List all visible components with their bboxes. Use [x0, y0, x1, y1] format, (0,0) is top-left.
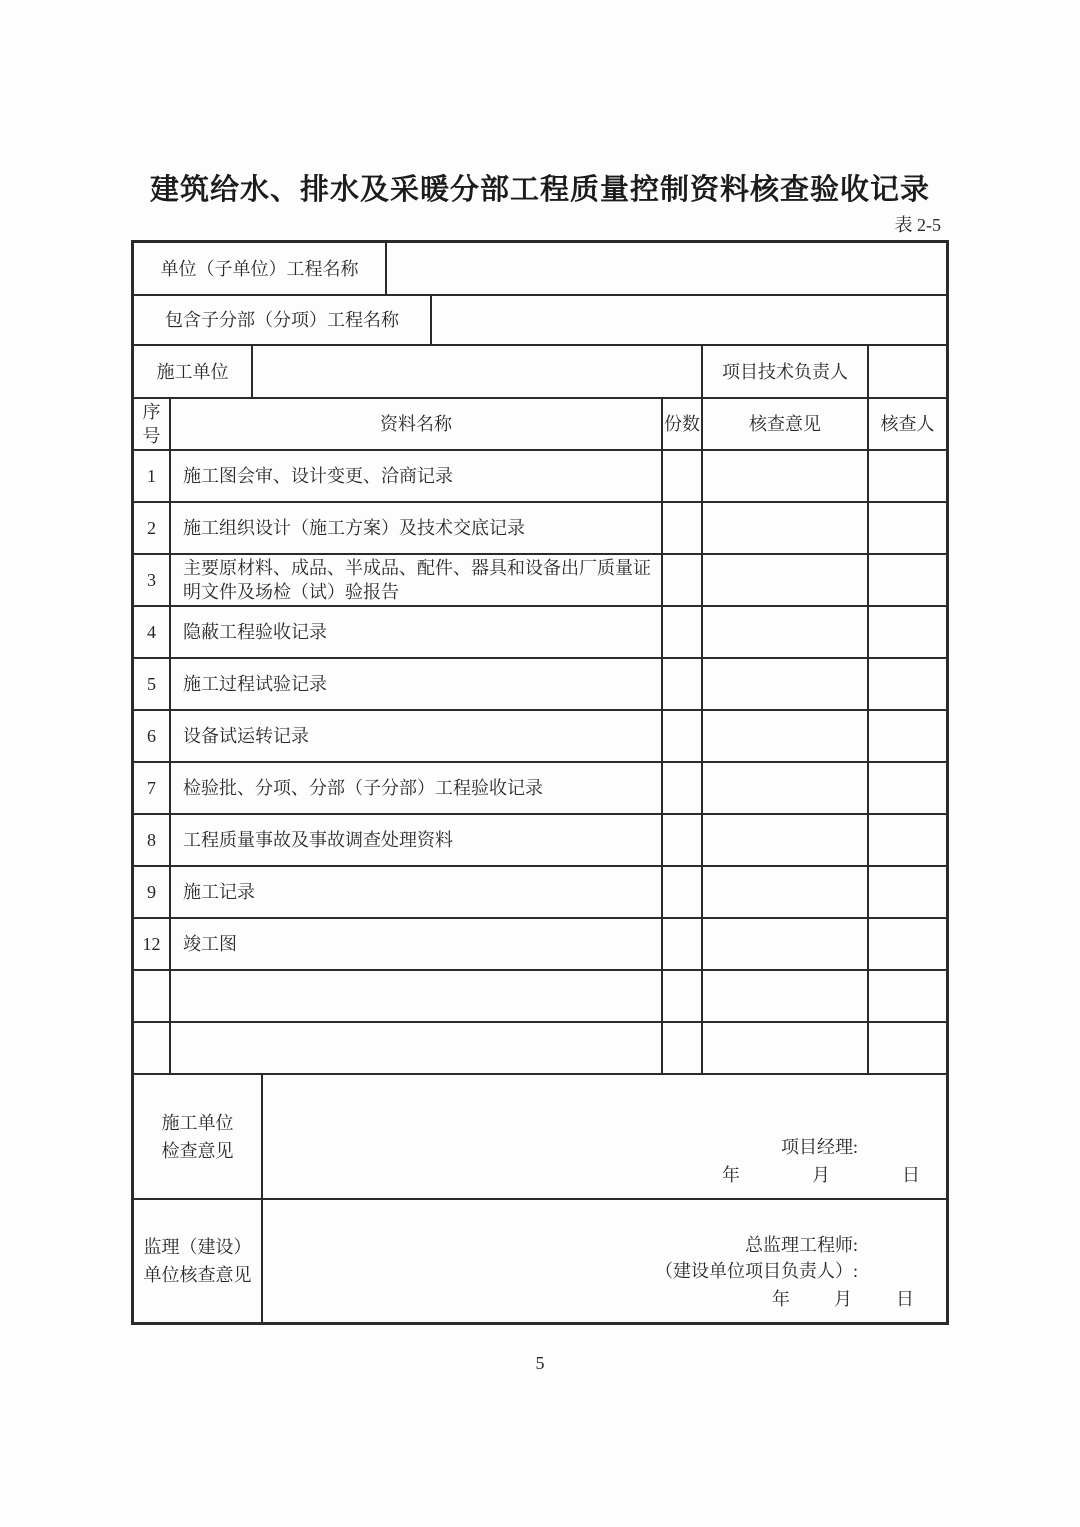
date-day-label: 日: [896, 1289, 914, 1309]
header-copies: 份数: [663, 399, 703, 449]
row-name: 施工记录: [171, 867, 663, 917]
row-name: 隐蔽工程验收记录: [171, 607, 663, 657]
unit-project-value-field[interactable]: [387, 243, 946, 294]
form-table: [131, 240, 949, 1325]
row-name: [171, 1023, 663, 1073]
page-title: 建筑给水、排水及采暖分部工程质量控制资料核查验收记录: [149, 174, 930, 206]
row-construction-unit: [134, 346, 946, 399]
copies-cell[interactable]: [663, 815, 703, 865]
checker-cell[interactable]: [869, 971, 946, 1021]
checker-cell[interactable]: [869, 867, 946, 917]
checker-cell[interactable]: [869, 1023, 946, 1073]
row-no: 3: [134, 555, 171, 605]
construction-unit-label: 施工单位: [134, 346, 253, 397]
row-no: [134, 1023, 171, 1073]
opinion-cell[interactable]: [703, 763, 869, 813]
sub-project-label: 包含子分部（分项）工程名称: [134, 296, 432, 344]
opinion-cell[interactable]: [703, 555, 869, 605]
section-construction-check: [134, 1075, 946, 1200]
table-number-label: 表 2-5: [894, 215, 941, 235]
row-unit-project: [134, 243, 946, 296]
opinion-cell[interactable]: [703, 659, 869, 709]
chief-supervisor-signer-label: 总监理工程师:: [744, 1235, 858, 1255]
table-row-empty: [134, 1023, 946, 1075]
opinion-cell[interactable]: [703, 1023, 869, 1073]
copies-cell[interactable]: [663, 659, 703, 709]
unit-project-label: 单位（子单位）工程名称: [134, 243, 387, 294]
table-row: [134, 711, 946, 763]
construction-date-line: [722, 1162, 920, 1188]
row-name: 施工图会审、设计变更、洽商记录: [171, 451, 663, 501]
row-name: 主要原材料、成品、半成品、配件、器具和设备出厂质量证明文件及场检（试）验报告: [171, 555, 663, 605]
copies-cell[interactable]: [663, 919, 703, 969]
checker-cell[interactable]: [869, 919, 946, 969]
supervision-check-signature-area[interactable]: [263, 1200, 946, 1322]
checker-cell[interactable]: [869, 815, 946, 865]
checker-cell[interactable]: [869, 555, 946, 605]
row-name: 工程质量事故及事故调查处理资料: [171, 815, 663, 865]
row-name: 施工组织设计（施工方案）及技术交底记录: [171, 503, 663, 553]
row-sub-project: [134, 296, 946, 346]
opinion-cell[interactable]: [703, 451, 869, 501]
opinion-cell[interactable]: [703, 815, 869, 865]
header-no: 序号: [134, 399, 171, 449]
supervision-check-label-line1: 监理（建设）: [143, 1237, 252, 1257]
table-row: [134, 503, 946, 555]
copies-cell[interactable]: [663, 451, 703, 501]
construction-check-label-line2: 检查意见: [161, 1140, 234, 1161]
section-supervision-check: [134, 1200, 946, 1322]
table-row: [134, 659, 946, 711]
copies-cell[interactable]: [663, 867, 703, 917]
row-no: 7: [134, 763, 171, 813]
row-name: 施工过程试验记录: [171, 659, 663, 709]
date-year-label: 年: [772, 1289, 790, 1309]
owner-project-leader-signer-label: （建设单位项目负责人）:: [655, 1261, 858, 1281]
copies-cell[interactable]: [663, 711, 703, 761]
supervision-check-label-line2: 单位核查意见: [143, 1265, 252, 1285]
tech-leader-value-field[interactable]: [869, 346, 946, 397]
checker-cell[interactable]: [869, 763, 946, 813]
supervision-check-label: [134, 1200, 263, 1322]
copies-cell[interactable]: [663, 503, 703, 553]
row-name: 检验批、分项、分部（子分部）工程验收记录: [171, 763, 663, 813]
table-row: [134, 867, 946, 919]
row-no: 1: [134, 451, 171, 501]
row-no: 4: [134, 607, 171, 657]
row-no: 8: [134, 815, 171, 865]
header-opinion: 核查意见: [703, 399, 869, 449]
sub-project-value-field[interactable]: [432, 296, 946, 344]
row-name: [171, 971, 663, 1021]
copies-cell[interactable]: [663, 971, 703, 1021]
construction-check-label: [134, 1075, 263, 1198]
copies-cell[interactable]: [663, 607, 703, 657]
checker-cell[interactable]: [869, 711, 946, 761]
opinion-cell[interactable]: [703, 971, 869, 1021]
date-year-label: 年: [722, 1165, 740, 1185]
date-day-label: 日: [902, 1165, 920, 1185]
row-no: [134, 971, 171, 1021]
copies-cell[interactable]: [663, 1023, 703, 1073]
copies-cell[interactable]: [663, 763, 703, 813]
row-name: 设备试运转记录: [171, 711, 663, 761]
opinion-cell[interactable]: [703, 503, 869, 553]
opinion-cell[interactable]: [703, 919, 869, 969]
row-no: 2: [134, 503, 171, 553]
row-name: 竣工图: [171, 919, 663, 969]
project-manager-signer-label: 项目经理:: [780, 1137, 858, 1157]
table-row: [134, 607, 946, 659]
header-name: 资料名称: [171, 399, 663, 449]
page-number: 5: [535, 1353, 545, 1373]
construction-unit-value-field[interactable]: [253, 346, 703, 397]
construction-check-signature-area[interactable]: [263, 1075, 946, 1198]
checker-cell[interactable]: [869, 503, 946, 553]
table-row: [134, 451, 946, 503]
table-row: [134, 763, 946, 815]
table-row-empty: [134, 971, 946, 1023]
construction-check-label-line1: 施工单位: [161, 1112, 234, 1133]
checker-cell[interactable]: [869, 659, 946, 709]
table-row: [134, 919, 946, 971]
copies-cell[interactable]: [663, 555, 703, 605]
row-no: 6: [134, 711, 171, 761]
table-header-row: [134, 399, 946, 451]
table-row: [134, 555, 946, 607]
table-row: [134, 815, 946, 867]
tech-leader-label: 项目技术负责人: [703, 346, 869, 397]
checker-cell[interactable]: [869, 607, 946, 657]
checker-cell[interactable]: [869, 451, 946, 501]
date-month-label: 月: [834, 1289, 852, 1309]
supervision-date-line: [772, 1286, 914, 1312]
row-no: 12: [134, 919, 171, 969]
row-no: 9: [134, 867, 171, 917]
header-checker: 核查人: [880, 414, 935, 434]
date-month-label: 月: [812, 1165, 830, 1185]
row-no: 5: [134, 659, 171, 709]
opinion-cell[interactable]: [703, 607, 869, 657]
opinion-cell[interactable]: [703, 867, 869, 917]
opinion-cell[interactable]: [703, 711, 869, 761]
table-wrapper: [131, 214, 949, 1325]
